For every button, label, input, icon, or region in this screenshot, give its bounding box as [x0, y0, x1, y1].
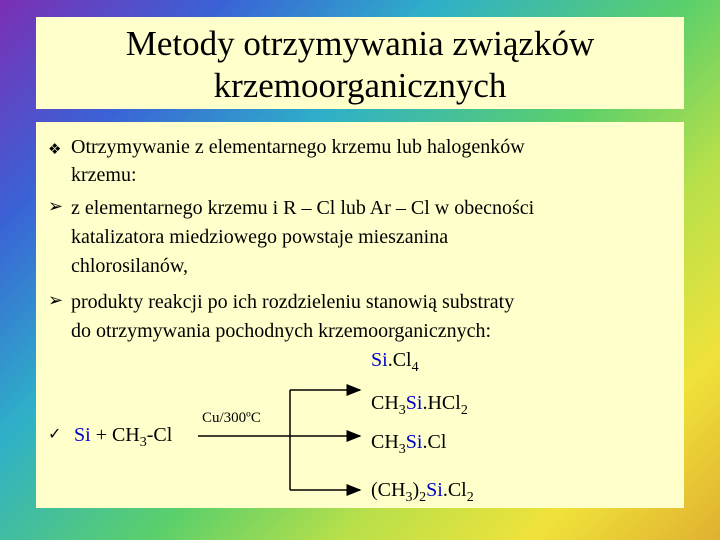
reaction-condition: Cu/300ºC	[202, 410, 261, 426]
bullet-1-line-2: krzemu:	[71, 164, 137, 186]
diamond-bullet-icon: ❖	[48, 140, 62, 158]
reactants: $Si + CH_3-Cl$	[74, 424, 173, 450]
product-ch3-2sicl2: $(CH_3)_2Si.Cl_2$	[371, 479, 474, 505]
bullet-2-line-2: katalizatora miedziowego powstaje mieszanina	[71, 226, 449, 248]
page-title-line-2: krzemoorganicznych	[213, 66, 507, 105]
product-ch3sicl: $CH_3Si.Cl$	[371, 431, 447, 457]
product-sicl4: $Si.Cl_4$	[371, 349, 419, 375]
arrow-bullet-icon: ➢	[48, 290, 64, 311]
bullet-3-line-2: do otrzymywania pochodnych krzemoorganicznych:	[71, 320, 492, 342]
check-bullet-icon: ✓	[48, 424, 62, 443]
arrow-bullet-icon: ➢	[48, 196, 64, 217]
bullet-1-line-1: Otrzymywanie z elementarnego krzemu lub halogenków	[71, 136, 525, 158]
product-ch3sihcl2: $CH_3Si.HCl_2$	[371, 392, 468, 418]
page-title-line-1: Metody otrzymywania związków	[125, 24, 595, 63]
bullet-2-line-1: z elementarnego krzemu i R – Cl lub Ar – Cl w obecności	[71, 197, 535, 219]
bullet-2-line-3: chlorosilanów,	[71, 255, 189, 277]
bullet-3-line-1: produkty reakcji po ich rozdzieleniu stanowią substraty	[71, 291, 515, 313]
